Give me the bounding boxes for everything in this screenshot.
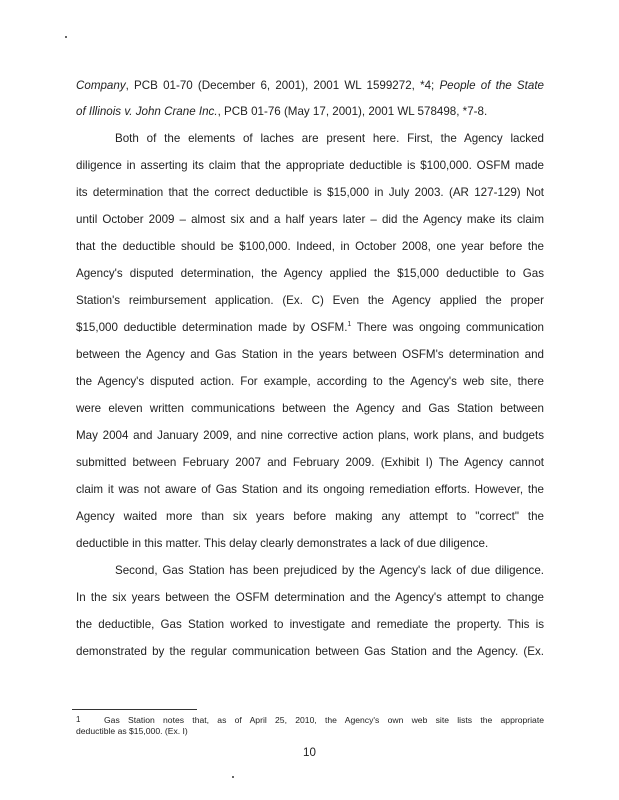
text-line-19: Second, Gas Station has been prejudiced by the Agency's lack of due diligence. (115, 564, 544, 577)
citation-text: , PCB 01-76 (May 17, 2001), 2001 WL 578498, *7-8. (217, 105, 488, 118)
text-fragment: $15,000 deductible determination made by OSFM. (76, 321, 348, 334)
footnote-text-line-1: Gas Station notes that, as of April 25, 2010, the Agency's own web site lists the appropriate (104, 715, 544, 725)
text-line-16: claim it was not aware of Gas Station and its ongoing remediation efforts. However, the (76, 483, 544, 496)
footnote-marker: 1 (76, 715, 81, 724)
text-line-12: the Agency's disputed action. For example, according to the Agency's web site, there (76, 375, 544, 388)
text-line-20: In the six years between the OSFM determination and the Agency's attempt to change (76, 591, 544, 604)
text-line-22: demonstrated by the regular communication between Gas Station and the Agency. (Ex. (76, 645, 544, 658)
text-line-13: were eleven written communications between the Agency and Gas Station between (76, 402, 544, 415)
text-line-10 (76, 321, 544, 335)
text-line-8: Agency's disputed determination, the Agency applied the $15,000 deductible to Gas (76, 267, 544, 280)
text-line-21: the deductible, Gas Station worked to investigate and remediate the property. This is (76, 618, 544, 631)
text-line-3: Both of the elements of laches are present here. First, the Agency lacked (115, 132, 544, 145)
footnote-text-line-2: deductible as $15,000. (Ex. I) (76, 726, 188, 736)
page-number: 10 (303, 746, 316, 759)
text-line-14: May 2004 and January 2009, and nine corrective action plans, work plans, and budgets (76, 429, 544, 442)
citation-case-name: Company (76, 79, 126, 92)
footnote (76, 715, 544, 726)
text-line-18: deductible in this matter. This delay clearly demonstrates a lack of due diligence. (76, 537, 489, 550)
text-line-9: Station's reimbursement application. (Ex. C) Even the Agency applied the proper (76, 294, 544, 307)
text-line-4: diligence in asserting its claim that the appropriate deductible is $100,000. OSFM made (76, 159, 544, 172)
text-line-11: between the Agency and Gas Station in the years between OSFM's determination and (76, 348, 544, 361)
footnote-divider (72, 709, 197, 710)
text-line-5: its determination that the correct deductible is $15,000 in July 2003. (AR 127-129) Not (76, 186, 544, 199)
text-line-6: until October 2009 – almost six and a half years later – did the Agency make its claim (76, 213, 544, 226)
citation-case-name: of Illinois v. John Crane Inc. (76, 105, 218, 118)
scan-speck (65, 36, 67, 38)
citation-case-name: People of the State (439, 79, 544, 92)
footnote-reference: 1 (347, 321, 352, 329)
text-fragment: There was ongoing communication (351, 321, 545, 334)
text-line-17: Agency waited more than six years before making any attempt to "correct" the (76, 510, 544, 523)
text-line-1 (76, 79, 544, 93)
text-line-15: submitted between February 2007 and February 2009. (Exhibit I) The Agency cannot (76, 456, 544, 469)
scan-speck (232, 776, 234, 778)
text-line-7: that the deductible should be $100,000. Indeed, in October 2008, one year before the (76, 240, 544, 253)
citation-text: , PCB 01-70 (December 6, 2001), 2001 WL 1599272, *4; (125, 79, 440, 92)
text-line-2 (76, 105, 544, 119)
